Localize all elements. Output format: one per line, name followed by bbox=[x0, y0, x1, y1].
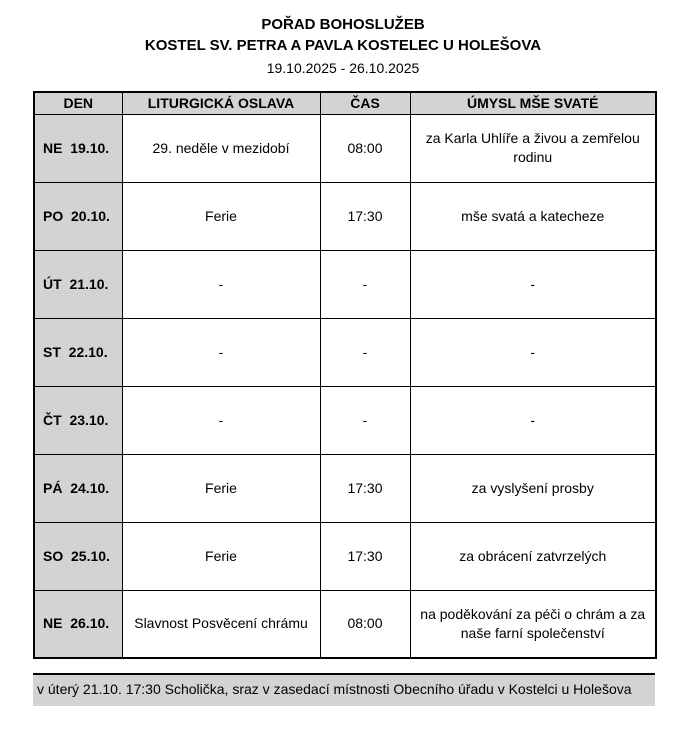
table-row bbox=[34, 182, 656, 250]
celebration-cell: Ferie bbox=[122, 522, 320, 590]
date-range: 19.10.2025 - 26.10.2025 bbox=[266, 60, 420, 76]
celebration-cell: - bbox=[122, 250, 320, 318]
celebration-cell: Slavnost Posvěcení chrámu bbox=[122, 590, 320, 658]
table-row bbox=[34, 250, 656, 318]
intention-cell: - bbox=[410, 250, 656, 318]
day-cell: NE 19.10. bbox=[34, 114, 122, 182]
column-header-liturgicka-oslava: LITURGICKÁ OSLAVA bbox=[122, 92, 320, 114]
intention-cell: mše svatá a katecheze bbox=[410, 182, 656, 250]
day-cell: ČT 23.10. bbox=[34, 386, 122, 454]
day-cell: NE 26.10. bbox=[34, 590, 122, 658]
church-name: KOSTEL SV. PETRA A PAVLA KOSTELEC U HOLEŠOVA bbox=[144, 37, 542, 54]
page-title: POŘAD BOHOSLUŽEB bbox=[261, 16, 425, 33]
table-row bbox=[34, 318, 656, 386]
table-row bbox=[34, 522, 656, 590]
page-header bbox=[0, 14, 686, 78]
intention-cell: za vyslyšení prosby bbox=[410, 454, 656, 522]
celebration-cell: 29. neděle v mezidobí bbox=[122, 114, 320, 182]
table-row bbox=[34, 590, 656, 658]
column-header-cas: ČAS bbox=[320, 92, 410, 114]
celebration-cell: - bbox=[122, 386, 320, 454]
day-cell: ÚT 21.10. bbox=[34, 250, 122, 318]
celebration-cell: Ferie bbox=[122, 182, 320, 250]
table-row bbox=[34, 114, 656, 182]
intention-cell: na poděkování za péči o chrám a za naše farní společenství bbox=[410, 590, 656, 658]
column-header-den: DEN bbox=[34, 92, 122, 114]
day-cell: SO 25.10. bbox=[34, 522, 122, 590]
time-cell: 17:30 bbox=[320, 182, 410, 250]
time-cell: - bbox=[320, 318, 410, 386]
day-cell: ST 22.10. bbox=[34, 318, 122, 386]
time-cell: 08:00 bbox=[320, 590, 410, 658]
intention-cell: - bbox=[410, 318, 656, 386]
time-cell: - bbox=[320, 386, 410, 454]
time-cell: 08:00 bbox=[320, 114, 410, 182]
day-cell: PÁ 24.10. bbox=[34, 454, 122, 522]
intention-cell: za Karla Uhlíře a živou a zemřelou rodinu bbox=[410, 114, 656, 182]
column-header-umysl: ÚMYSL MŠE SVATÉ bbox=[410, 92, 656, 114]
intention-cell: - bbox=[410, 386, 656, 454]
day-cell: PO 20.10. bbox=[34, 182, 122, 250]
celebration-cell: Ferie bbox=[122, 454, 320, 522]
time-cell: 17:30 bbox=[320, 454, 410, 522]
time-cell: 17:30 bbox=[320, 522, 410, 590]
celebration-cell: - bbox=[122, 318, 320, 386]
table-row bbox=[34, 386, 656, 454]
intention-cell: za obrácení zatvrzelých bbox=[410, 522, 656, 590]
table-row bbox=[34, 454, 656, 522]
time-cell: - bbox=[320, 250, 410, 318]
schedule-table bbox=[33, 91, 657, 659]
footer-note: v úterý 21.10. 17:30 Scholička, sraz v zasedací místnosti Obecního úřadu v Kostelci u Holešova bbox=[33, 673, 655, 706]
table-header-row bbox=[34, 92, 656, 114]
